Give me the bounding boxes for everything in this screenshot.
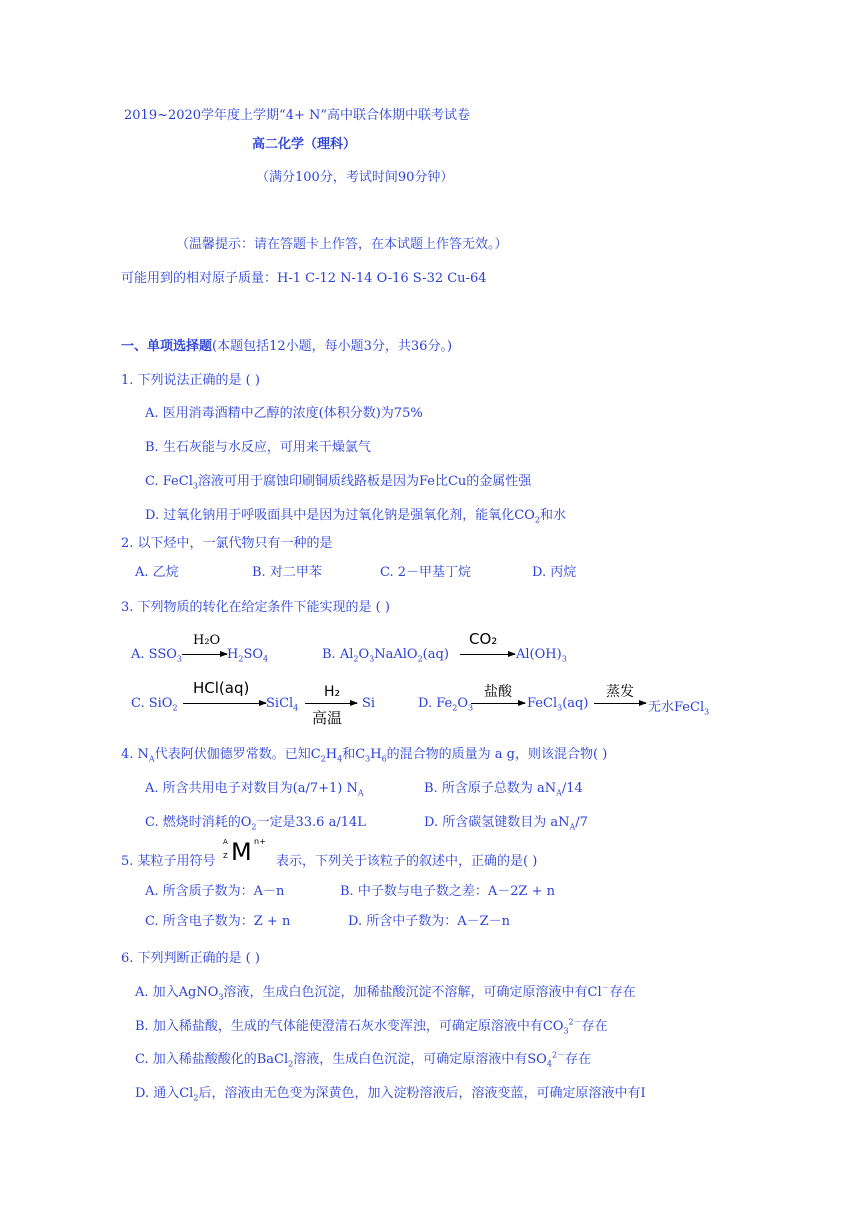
score-time: （满分100分，考试时间90分钟） xyxy=(256,170,454,185)
q5-stem-pre: 5. 某粒子用符号 xyxy=(121,854,216,869)
section-heading xyxy=(121,338,452,356)
q4-stem-s3: 3 xyxy=(365,754,371,764)
q4-a-text: A. 所含共用电子对数目为(a/7+1) N xyxy=(145,781,358,796)
q4-c-sub: 2 xyxy=(251,822,257,832)
q6-d-pre: D. 通入Cl xyxy=(135,1086,194,1101)
q6-c-sub: 2 xyxy=(288,1059,294,1069)
q5-particle-symbol: M xyxy=(231,838,252,866)
q3-c-arrow2 xyxy=(305,703,357,704)
q3-a-arrow xyxy=(182,654,227,655)
q1-c-pre: C. FeCl xyxy=(145,474,193,489)
q1-option-b: B. 生石灰能与水反应，可用来干燥氯气 xyxy=(145,440,371,455)
q3-a-text: A. SSO xyxy=(131,647,177,662)
q4-c-text: C. 燃烧时消耗的O xyxy=(145,815,252,830)
q3-b-aq: (aq) xyxy=(422,647,449,662)
q1-option-d xyxy=(145,507,566,525)
q4-option-b xyxy=(424,780,583,798)
q6-a-pre: A. 加入AgNO xyxy=(135,985,219,1000)
q3-d-aq: (aq) xyxy=(562,696,589,711)
q3-b-text: B. Al xyxy=(322,647,354,662)
q3-d-sub1: 2 xyxy=(452,703,458,713)
q3-d-sub2: 3 xyxy=(468,703,474,713)
q6-option-b xyxy=(135,1018,608,1036)
q3-b-sub1: 2 xyxy=(353,654,359,664)
q3-d-arrow2-label: 蒸发 xyxy=(606,684,634,700)
q4-stem-sub: A xyxy=(148,754,155,764)
q3-c-arrow2-bottom: 高温 xyxy=(312,709,343,727)
q3-b-aloh: Al(OH) xyxy=(516,647,562,662)
q3-d-arrow xyxy=(471,703,525,704)
q6-c-sub2: 4 xyxy=(546,1059,552,1069)
q5-symbol-atomic: Z xyxy=(223,852,228,860)
q3-d-product xyxy=(648,696,709,715)
q4-stem-s1: 2 xyxy=(320,754,326,764)
q1-c-sub: 3 xyxy=(192,481,198,491)
warm-tip: （温馨提示：请在答题卡上作答，在本试题上作答无效。） xyxy=(176,237,508,252)
q6-a-post: 溶液，生成白色沉淀，加稀盐酸沉淀不溶解，可确定原溶液中有Cl xyxy=(223,985,602,1000)
q3-d-intermediate xyxy=(527,696,588,711)
q3-d-sub3: 3 xyxy=(557,703,563,713)
q5-option-c: C. 所含电子数为：Z + n xyxy=(145,914,291,929)
q3-d-text: D. Fe xyxy=(418,696,453,711)
q4-stem-s4: 6 xyxy=(381,754,387,764)
q2-stem: 2. 以下烃中，一氯代物只有一种的是 xyxy=(121,536,333,551)
q1-c-post: 溶液可用于腐蚀印刷铜质线路板是因为Fe比Cu的金属性强 xyxy=(197,474,532,489)
q3-a-sub1: 3 xyxy=(176,654,182,664)
q1-stem: 1. 下列说法正确的是 ( ) xyxy=(121,373,260,388)
q3-a-sub3: 4 xyxy=(263,654,269,664)
q3-b-sub2: 3 xyxy=(369,654,375,664)
exam-title: 2019~2020学年度上学期“4+ N”高中联合体期中联考试卷 xyxy=(124,108,471,123)
q3-b-arrow xyxy=(460,654,515,655)
q3-c-intermediate xyxy=(266,696,298,711)
q5-option-a: A. 所含质子数为：A－n xyxy=(145,884,285,899)
q3-c-arrow-label: HCl(aq) xyxy=(193,679,250,697)
q4-b-sub: A xyxy=(556,788,562,798)
q4-stem-s2: 4 xyxy=(337,754,343,764)
atomic-masses: 可能用到的相对原子质量：H-1 C-12 N-14 O-16 S-32 Cu-64 xyxy=(121,271,487,286)
q3-b-arrow-label: CO₂ xyxy=(469,630,498,648)
q6-b-sup: 2－ xyxy=(568,1017,582,1027)
q3-d-arrow2 xyxy=(594,703,646,704)
q2-option-d: D. 丙烷 xyxy=(532,565,577,580)
q6-stem: 6. 下列判断正确的是 ( ) xyxy=(121,951,260,966)
q6-b-sub: 3 xyxy=(563,1026,569,1036)
q3-a-arrow-label: H₂O xyxy=(193,633,221,648)
q1-d-post: 和水 xyxy=(539,508,566,523)
q2-option-a: A. 乙烷 xyxy=(135,565,179,580)
q4-stem-and: 和C xyxy=(342,747,366,762)
q3-a-label xyxy=(131,647,182,662)
q1-d-sub: 2 xyxy=(534,515,540,525)
q6-d-post: 后，溶液由无色变为深黄色，加入淀粉溶液后，溶液变蓝，可确定原溶液中有I xyxy=(198,1086,646,1101)
q4-d-text: D. 所含碳氢键数目为 aN xyxy=(424,815,570,830)
q3-a-sub2: 2 xyxy=(238,654,244,664)
q3-b-sub4: 3 xyxy=(561,654,567,664)
q6-option-c xyxy=(135,1051,591,1069)
q6-c-sup: 2－ xyxy=(551,1050,566,1060)
q3-c-product: Si xyxy=(362,696,376,711)
q4-stem-mid: 代表阿伏伽德罗常数。已知C xyxy=(154,747,321,762)
q4-stem-end: 的混合物的质量为 a g，则该混合物( ) xyxy=(386,747,608,762)
subject-title: 高二化学（理科） xyxy=(252,137,357,152)
q6-a-end: 存在 xyxy=(609,985,636,1000)
q4-stem-h1: H xyxy=(325,747,338,762)
q4-c-end: 一定是33.6 a/14L xyxy=(256,815,366,830)
q6-a-sub: 3 xyxy=(218,992,224,1002)
q6-c-pre: C. 加入稀盐酸酸化的BaCl xyxy=(135,1052,289,1067)
q5-stem-post: 表示，下列关于该粒子的叙述中，正确的是( ) xyxy=(276,854,538,869)
q3-c-text: C. SiO xyxy=(131,696,173,711)
q4-d-end: /7 xyxy=(575,815,588,830)
q1-option-c xyxy=(145,473,531,491)
q4-b-text: B. 所含原子总数为 aN xyxy=(424,781,557,796)
q1-option-a: A. 医用消毒酒精中乙醇的浓度(体积分数)为75% xyxy=(145,406,423,421)
q6-b-pre: B. 加入稀盐酸，生成的气体能使澄清石灰水变浑浊，可确定原溶液中有CO xyxy=(135,1019,564,1034)
q5-option-d: D. 所含中子数为：A－Z－n xyxy=(348,914,511,929)
q3-c-sub1: 2 xyxy=(172,703,178,713)
q5-option-b: B. 中子数与电子数之差：A－2Z + n xyxy=(340,884,556,899)
q3-c-arrow xyxy=(183,703,266,704)
q4-option-d xyxy=(424,814,588,832)
q4-stem-h2: H xyxy=(370,747,382,762)
q4-a-sub: A xyxy=(357,788,364,798)
q3-d-reactant xyxy=(418,696,473,711)
q3-c-sicl: SiCl xyxy=(266,696,294,711)
q6-option-d xyxy=(135,1085,646,1103)
q2-option-c: C. 2－甲基丁烷 xyxy=(380,565,472,580)
q3-c-sub2: 4 xyxy=(293,703,299,713)
q3-b-sub3: 2 xyxy=(417,654,423,664)
q1-d-pre: D. 过氧化钠用于呼吸面具中是因为过氧化钠是强氧化剂，能氧化CO xyxy=(145,508,535,523)
q6-d-sub: 2 xyxy=(193,1093,199,1103)
q6-a-sup: － xyxy=(601,983,610,993)
q4-stem-n: 4. N xyxy=(121,747,149,762)
q3-b-product xyxy=(516,647,567,662)
q3-a-prod-so: SO xyxy=(243,647,264,662)
q6-option-a xyxy=(135,984,636,1002)
q3-d-fecl: FeCl xyxy=(527,696,558,711)
q3-a-prod-h: H xyxy=(227,647,239,662)
section-note: (本题包括12小题，每小题3分，共36分。) xyxy=(212,339,453,354)
q3-b-naalo: NaAlO xyxy=(374,647,418,662)
q3-b-o: O xyxy=(358,647,370,662)
q4-b-end: /14 xyxy=(561,781,583,796)
q6-c-post: 溶液，生成白色沉淀，可确定原溶液中有SO xyxy=(293,1052,547,1067)
q5-symbol-charge: n+ xyxy=(254,837,266,846)
q2-option-b: B. 对二甲苯 xyxy=(252,565,322,580)
q3-c-reactant xyxy=(131,696,178,711)
q4-option-a xyxy=(145,780,364,798)
q3-d-sub4: 3 xyxy=(704,707,710,717)
q4-d-sub: A xyxy=(569,822,576,832)
q6-c-end: 存在 xyxy=(565,1052,592,1067)
q3-d-anhydrous: 无水FeCl xyxy=(648,700,705,715)
q5-symbol-mass: A xyxy=(223,838,228,846)
q3-a-product xyxy=(227,647,268,662)
q3-c-arrow2-top: H₂ xyxy=(324,684,341,700)
q3-stem: 3. 下列物质的转化在给定条件下能实现的是 ( ) xyxy=(121,600,390,615)
q3-d-o: O xyxy=(457,696,468,711)
section-title: 一、单项选择题 xyxy=(121,339,213,354)
q4-option-c xyxy=(145,814,366,832)
q3-d-arrow-label: 盐酸 xyxy=(484,684,512,700)
q6-b-end: 存在 xyxy=(581,1019,608,1034)
q4-stem xyxy=(121,746,607,764)
q3-b-reactants xyxy=(322,647,449,662)
